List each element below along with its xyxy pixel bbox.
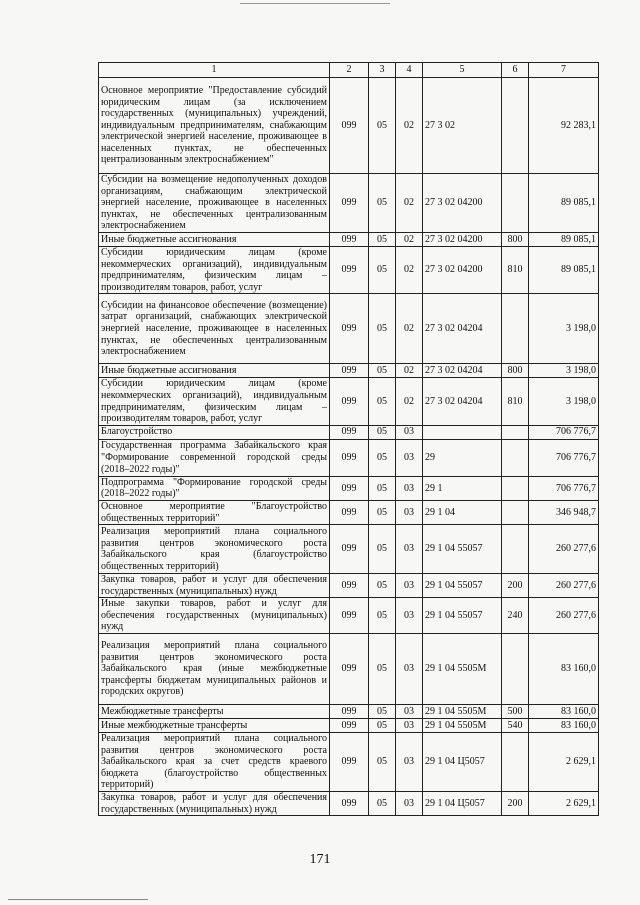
grbs-code: 099 bbox=[330, 425, 369, 439]
table-row bbox=[99, 705, 599, 719]
row-name: Реализация мероприятий плана социального развития центров экономического роста Забайкальского края (иные межбюджетные трансферты бюджетам муниципальных районов и городских округов) bbox=[99, 634, 330, 705]
expense-type-code bbox=[502, 525, 529, 574]
expense-type-code: 800 bbox=[502, 232, 529, 246]
target-article-code: 29 bbox=[423, 439, 502, 476]
subsection-code: 03 bbox=[396, 598, 423, 634]
table-row bbox=[99, 525, 599, 574]
section-code: 05 bbox=[369, 525, 396, 574]
header-cell: 5 bbox=[423, 63, 502, 78]
target-article-code: 29 1 04 Ц5057 bbox=[423, 792, 502, 816]
target-article-code: 29 1 04 55057 bbox=[423, 574, 502, 598]
table-row bbox=[99, 78, 599, 174]
section-code: 05 bbox=[369, 705, 396, 719]
expense-type-code bbox=[502, 78, 529, 174]
header-cell: 6 bbox=[502, 63, 529, 78]
expense-type-code bbox=[502, 439, 529, 476]
section-code: 05 bbox=[369, 476, 396, 500]
section-code: 05 bbox=[369, 174, 396, 233]
header-cell: 2 bbox=[330, 63, 369, 78]
table-row bbox=[99, 174, 599, 233]
grbs-code: 099 bbox=[330, 246, 369, 293]
budget-table bbox=[98, 62, 599, 816]
target-article-code: 27 3 02 04204 bbox=[423, 364, 502, 378]
grbs-code: 099 bbox=[330, 525, 369, 574]
grbs-code: 099 bbox=[330, 439, 369, 476]
subsection-code: 03 bbox=[396, 476, 423, 500]
section-code: 05 bbox=[369, 378, 396, 425]
expense-type-code bbox=[502, 174, 529, 233]
subsection-code: 02 bbox=[396, 232, 423, 246]
section-code: 05 bbox=[369, 719, 396, 733]
subsection-code: 02 bbox=[396, 294, 423, 364]
row-name: Закупка товаров, работ и услуг для обеспечения государственных (муниципальных) нужд bbox=[99, 792, 330, 816]
amount: 92 283,1 bbox=[529, 78, 599, 174]
grbs-code: 099 bbox=[330, 294, 369, 364]
section-code: 05 bbox=[369, 792, 396, 816]
subsection-code: 02 bbox=[396, 78, 423, 174]
table-row bbox=[99, 439, 599, 476]
amount: 3 198,0 bbox=[529, 294, 599, 364]
section-code: 05 bbox=[369, 78, 396, 174]
header-row bbox=[99, 63, 599, 78]
target-article-code: 29 1 04 55057 bbox=[423, 525, 502, 574]
page-number: 171 bbox=[309, 852, 331, 867]
amount: 89 085,1 bbox=[529, 246, 599, 293]
grbs-code: 099 bbox=[330, 232, 369, 246]
amount: 89 085,1 bbox=[529, 232, 599, 246]
bottom-rule bbox=[8, 899, 148, 900]
target-article-code: 27 3 02 04204 bbox=[423, 294, 502, 364]
subsection-code: 02 bbox=[396, 378, 423, 425]
header-cell: 4 bbox=[396, 63, 423, 78]
target-article-code: 29 1 04 bbox=[423, 500, 502, 524]
row-name: Субсидии на финансовое обеспечение (возмещение) затрат организаций, снабжающих электрической энергией население, проживающее в населенных пунктах, не обеспеченных централизованным электроснабжением bbox=[99, 294, 330, 364]
table-body bbox=[99, 78, 599, 816]
section-code: 05 bbox=[369, 634, 396, 705]
subsection-code: 03 bbox=[396, 792, 423, 816]
top-rule bbox=[240, 3, 390, 4]
grbs-code: 099 bbox=[330, 598, 369, 634]
row-name: Подпрограмма "Формирование городской среды (2018–2022 годы)" bbox=[99, 476, 330, 500]
expense-type-code bbox=[502, 294, 529, 364]
subsection-code: 03 bbox=[396, 439, 423, 476]
subsection-code: 03 bbox=[396, 425, 423, 439]
expense-type-code bbox=[502, 500, 529, 524]
expense-type-code: 810 bbox=[502, 378, 529, 425]
amount: 706 776,7 bbox=[529, 476, 599, 500]
target-article-code: 27 3 02 04200 bbox=[423, 246, 502, 293]
row-name: Иные закупки товаров, работ и услуг для обеспечения государственных (муниципальных) нужд bbox=[99, 598, 330, 634]
expense-type-code bbox=[502, 476, 529, 500]
subsection-code: 02 bbox=[396, 364, 423, 378]
subsection-code: 02 bbox=[396, 246, 423, 293]
subsection-code: 03 bbox=[396, 525, 423, 574]
expense-type-code: 800 bbox=[502, 364, 529, 378]
target-article-code: 27 3 02 04200 bbox=[423, 174, 502, 233]
expense-type-code bbox=[502, 733, 529, 792]
target-article-code: 27 3 02 bbox=[423, 78, 502, 174]
target-article-code: 29 1 04 5505М bbox=[423, 719, 502, 733]
expense-type-code: 200 bbox=[502, 574, 529, 598]
subsection-code: 03 bbox=[396, 733, 423, 792]
table-row bbox=[99, 476, 599, 500]
section-code: 05 bbox=[369, 733, 396, 792]
expense-type-code: 200 bbox=[502, 792, 529, 816]
amount: 2 629,1 bbox=[529, 792, 599, 816]
row-name: Государственная программа Забайкальского края "Формирование современной городской среды (2018–2022 годы)" bbox=[99, 439, 330, 476]
section-code: 05 bbox=[369, 294, 396, 364]
target-article-code bbox=[423, 425, 502, 439]
header-cell: 7 bbox=[529, 63, 599, 78]
row-name: Благоустройство bbox=[99, 425, 330, 439]
target-article-code: 29 1 04 55057 bbox=[423, 598, 502, 634]
row-name: Иные бюджетные ассигнования bbox=[99, 364, 330, 378]
section-code: 05 bbox=[369, 232, 396, 246]
amount: 260 277,6 bbox=[529, 574, 599, 598]
grbs-code: 099 bbox=[330, 500, 369, 524]
target-article-code: 27 3 02 04200 bbox=[423, 232, 502, 246]
table-row bbox=[99, 500, 599, 524]
row-name: Основное мероприятие "Предоставление субсидий юридическим лицам (за исключением государственных (муниципальных) учреждений, индивидуальным предпринимателям, снабжающим электрической энергией население, проживающее в населенных пунктах, не обеспеченных централизованным электроснабжением" bbox=[99, 78, 330, 174]
section-code: 05 bbox=[369, 246, 396, 293]
row-name: Реализация мероприятий плана социального развития центров экономического роста Забайкальского края (благоустройство общественных территорий) bbox=[99, 525, 330, 574]
target-article-code: 29 1 04 5505М bbox=[423, 705, 502, 719]
subsection-code: 03 bbox=[396, 574, 423, 598]
subsection-code: 03 bbox=[396, 500, 423, 524]
table-row bbox=[99, 294, 599, 364]
table-row bbox=[99, 364, 599, 378]
subsection-code: 02 bbox=[396, 174, 423, 233]
grbs-code: 099 bbox=[330, 378, 369, 425]
amount: 260 277,6 bbox=[529, 598, 599, 634]
grbs-code: 099 bbox=[330, 733, 369, 792]
subsection-code: 03 bbox=[396, 634, 423, 705]
section-code: 05 bbox=[369, 425, 396, 439]
amount: 706 776,7 bbox=[529, 425, 599, 439]
table-row bbox=[99, 378, 599, 425]
table-row bbox=[99, 425, 599, 439]
grbs-code: 099 bbox=[330, 792, 369, 816]
row-name: Субсидии юридическим лицам (кроме некоммерческих организаций), индивидуальным предпринимателям, физическим лицам – производителям товаров, работ, услуг bbox=[99, 378, 330, 425]
expense-type-code: 240 bbox=[502, 598, 529, 634]
amount: 3 198,0 bbox=[529, 364, 599, 378]
table-row bbox=[99, 733, 599, 792]
row-name: Субсидии на возмещение недополученных доходов организациям, снабжающим электрической энергией население, проживающее в населенных пунктах, не обеспеченных централизованным электроснабжением bbox=[99, 174, 330, 233]
grbs-code: 099 bbox=[330, 476, 369, 500]
table-row bbox=[99, 598, 599, 634]
grbs-code: 099 bbox=[330, 174, 369, 233]
target-article-code: 29 1 04 5505М bbox=[423, 634, 502, 705]
amount: 260 277,6 bbox=[529, 525, 599, 574]
row-name: Закупка товаров, работ и услуг для обеспечения государственных (муниципальных) нужд bbox=[99, 574, 330, 598]
table-row bbox=[99, 634, 599, 705]
amount: 83 160,0 bbox=[529, 719, 599, 733]
row-name: Иные бюджетные ассигнования bbox=[99, 232, 330, 246]
section-code: 05 bbox=[369, 439, 396, 476]
row-name: Субсидии юридическим лицам (кроме некоммерческих организаций), индивидуальным предпринимателям, физическим лицам – производителям товаров, работ, услуг bbox=[99, 246, 330, 293]
grbs-code: 099 bbox=[330, 719, 369, 733]
grbs-code: 099 bbox=[330, 364, 369, 378]
row-name: Основное мероприятие "Благоустройство общественных территорий" bbox=[99, 500, 330, 524]
table-row bbox=[99, 719, 599, 733]
row-name: Межбюджетные трансферты bbox=[99, 705, 330, 719]
table-row bbox=[99, 792, 599, 816]
table-row bbox=[99, 232, 599, 246]
expense-type-code bbox=[502, 634, 529, 705]
target-article-code: 27 3 02 04204 bbox=[423, 378, 502, 425]
subsection-code: 03 bbox=[396, 719, 423, 733]
header-cell: 1 bbox=[99, 63, 330, 78]
amount: 706 776,7 bbox=[529, 439, 599, 476]
target-article-code: 29 1 04 Ц5057 bbox=[423, 733, 502, 792]
section-code: 05 bbox=[369, 598, 396, 634]
section-code: 05 bbox=[369, 500, 396, 524]
grbs-code: 099 bbox=[330, 634, 369, 705]
grbs-code: 099 bbox=[330, 574, 369, 598]
expense-type-code: 540 bbox=[502, 719, 529, 733]
expense-type-code bbox=[502, 425, 529, 439]
amount: 346 948,7 bbox=[529, 500, 599, 524]
grbs-code: 099 bbox=[330, 705, 369, 719]
header-cell: 3 bbox=[369, 63, 396, 78]
amount: 83 160,0 bbox=[529, 705, 599, 719]
row-name: Реализация мероприятий плана социального развития центров экономического роста Забайкальского края за счет средств краевого бюджета (благоустройство общественных территорий) bbox=[99, 733, 330, 792]
section-code: 05 bbox=[369, 574, 396, 598]
amount: 3 198,0 bbox=[529, 378, 599, 425]
row-name: Иные межбюджетные трансферты bbox=[99, 719, 330, 733]
table-row bbox=[99, 246, 599, 293]
target-article-code: 29 1 bbox=[423, 476, 502, 500]
grbs-code: 099 bbox=[330, 78, 369, 174]
amount: 89 085,1 bbox=[529, 174, 599, 233]
expense-type-code: 500 bbox=[502, 705, 529, 719]
section-code: 05 bbox=[369, 364, 396, 378]
table-row bbox=[99, 574, 599, 598]
subsection-code: 03 bbox=[396, 705, 423, 719]
expense-type-code: 810 bbox=[502, 246, 529, 293]
amount: 83 160,0 bbox=[529, 634, 599, 705]
amount: 2 629,1 bbox=[529, 733, 599, 792]
